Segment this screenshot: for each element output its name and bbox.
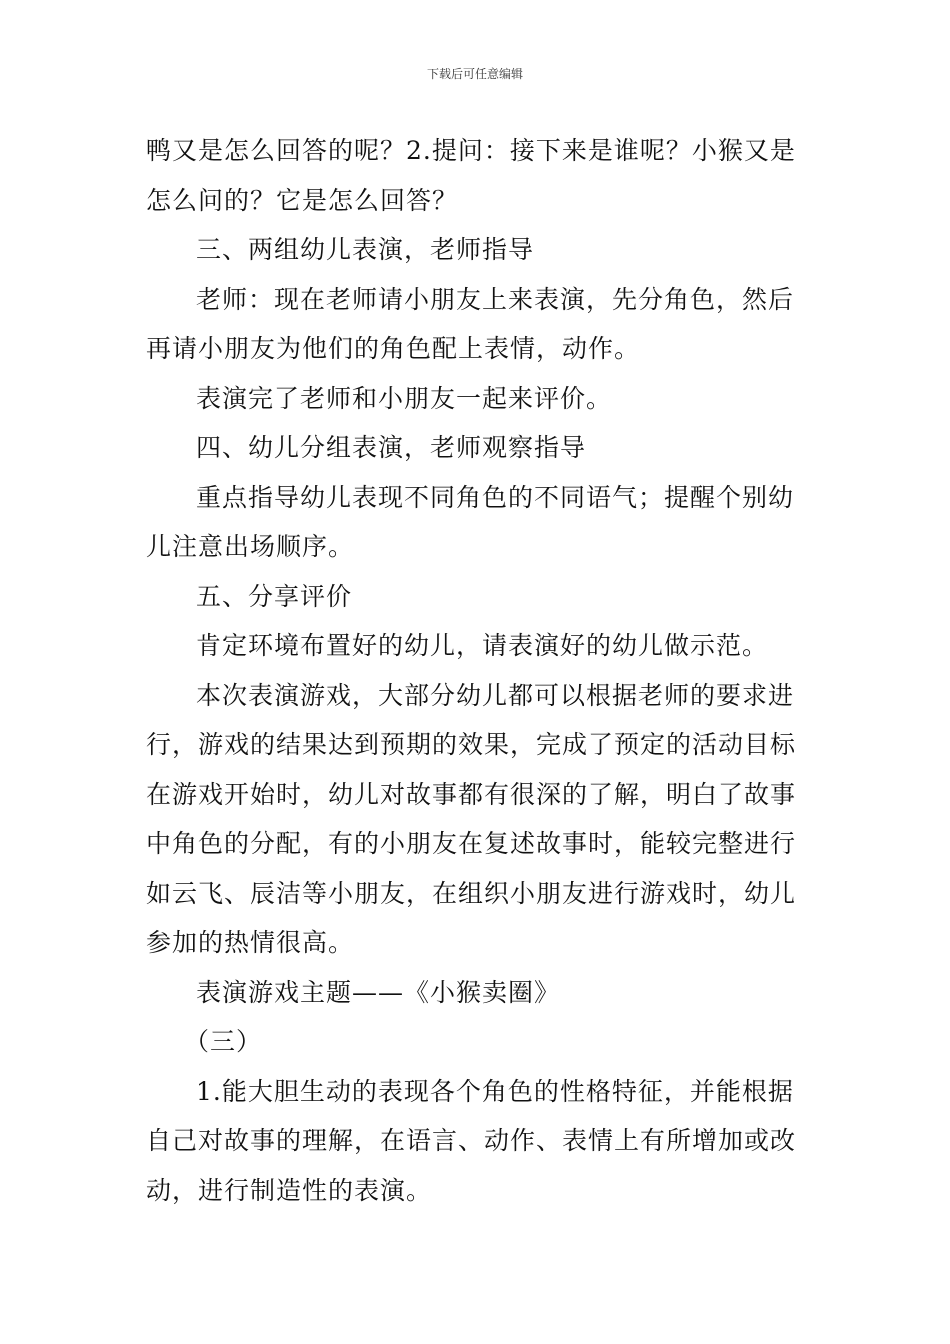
text-line: 表演完了老师和小朋友一起来评价。 (196, 383, 613, 413)
text-line: 再请小朋友为他们的角色配上表情，动作。 (146, 334, 641, 363)
text-line: 儿注意出场顺序。 (146, 532, 355, 561)
text-line: 行，游戏的结果达到预期的效果，完成了预定的活动目标 (146, 730, 797, 759)
document-body (146, 126, 806, 1215)
text-line: 1.能大胆生动的表现各个角色的性格特征，并能根据 (196, 1076, 794, 1106)
text-line: 中角色的分配，有的小朋友在复述故事时，能较完整进行 (146, 829, 797, 858)
text-line: 肯定环境布置好的幼儿，请表演好的幼儿做示范。 (196, 631, 769, 660)
text-line: 在游戏开始时，幼儿对故事都有很深的了解，明白了故事 (146, 779, 797, 809)
section-heading (146, 572, 806, 622)
text-line: 三、两组幼儿表演，老师指导 (196, 235, 535, 264)
section-heading (146, 423, 806, 473)
text-line: 四、幼儿分组表演，老师观察指导 (196, 433, 587, 462)
text-line: 怎么问的？它是怎么回答？ (146, 185, 459, 215)
section-title (146, 968, 806, 1018)
text-line: 老师：现在老师请小朋友上来表演，先分角色，然后 (196, 284, 795, 314)
text-line: 自己对故事的理解，在语言、动作、表情上有所增加或改 (146, 1126, 797, 1155)
paragraph (146, 1067, 806, 1216)
text-line: 五、分享评价 (196, 581, 353, 611)
text-line: 动，进行制造性的表演。 (146, 1175, 433, 1205)
text-line: 本次表演游戏，大部分幼儿都可以根据老师的要求进 (196, 680, 795, 710)
paragraph (146, 671, 806, 968)
text-line: 鸭又是怎么回答的呢？2.提问：接下来是谁呢？小猴又是 (146, 136, 796, 165)
paragraph (146, 275, 806, 374)
page-header: 下载后可任意编辑 (426, 67, 523, 81)
text-line: 参加的热情很高。 (146, 928, 355, 957)
section-number (146, 1017, 806, 1067)
text-line: （三） (184, 1027, 263, 1056)
text-line: 表演游戏主题——《小猴卖圈》 (196, 977, 561, 1007)
text-line: 如云飞、辰洁等小朋友，在组织小朋友进行游戏时，幼儿 (146, 878, 797, 908)
section-heading (146, 225, 806, 275)
paragraph (146, 473, 806, 572)
paragraph (146, 621, 806, 671)
paragraph (146, 374, 806, 424)
paragraph (146, 126, 806, 225)
text-line: 重点指导幼儿表现不同角色的不同语气；提醒个别幼 (196, 482, 795, 512)
